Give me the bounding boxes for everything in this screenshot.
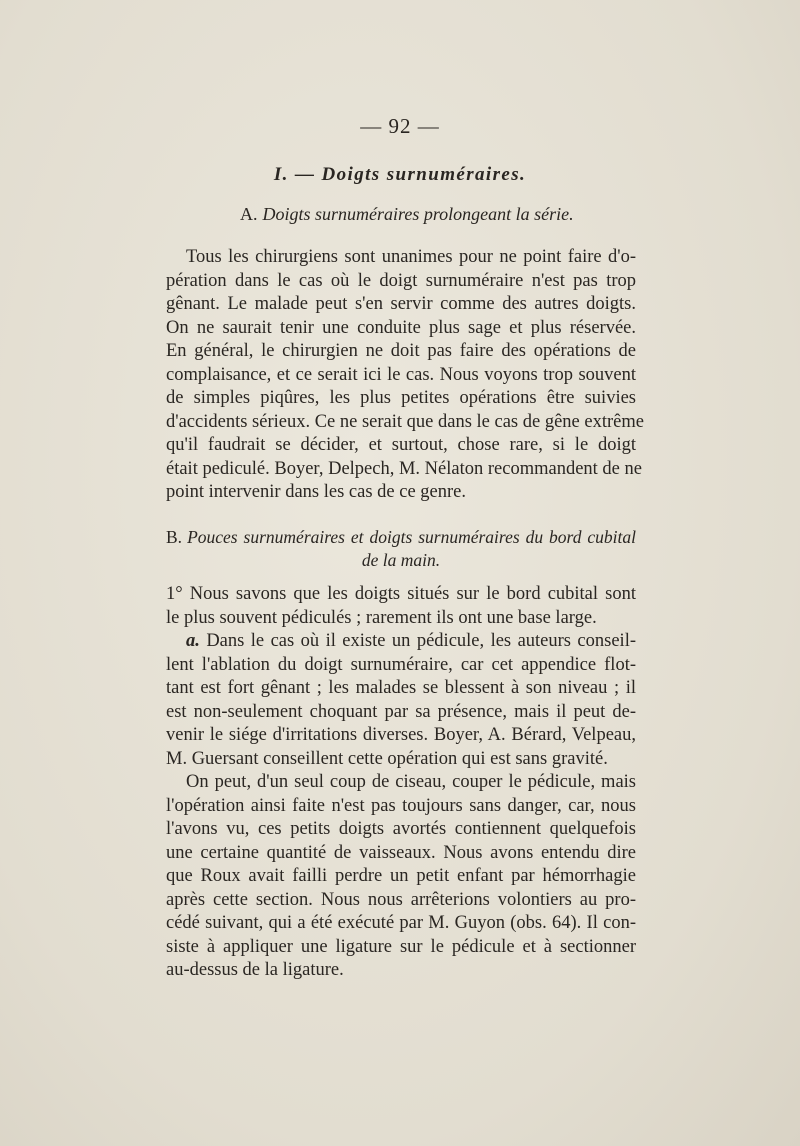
text-line: l'avons vu, ces petits doigts avortés contiennent quelquefois	[166, 819, 636, 839]
subsection-b-title-line-1: Pouces surnuméraires et doigts surnuméraires du bord cubital	[187, 527, 636, 547]
subsection-b-heading	[166, 526, 636, 572]
text-line: M. Guersant conseillent cette opération qui est sans gravité.	[166, 748, 608, 769]
section-title: I. — Doigts surnuméraires.	[273, 164, 527, 185]
paragraph-2	[166, 583, 636, 983]
subsection-b-title-line-2: de la main.	[361, 550, 441, 570]
text-line: une certaine quantité de vaisseaux. Nous avons entendu dire	[166, 842, 636, 863]
text-line: On ne saurait tenir une conduite plus sage et plus réservée.	[166, 317, 636, 338]
text-line: après cette section. Nous nous arrêterions volontiers au pro-	[166, 889, 636, 910]
paragraph-1	[166, 246, 644, 505]
text-line: On peut, d'un seul coup de ciseau, couper le pédicule, mais	[186, 772, 636, 792]
text-line: cédé suivant, qui a été exécuté par M. Guyon (obs. 64). Il con-	[166, 913, 636, 933]
alpha-marker: a.	[186, 631, 200, 651]
subsection-a-title: Doigts surnuméraires prolongeant la série.	[262, 204, 574, 224]
page-number: — 92 —	[360, 114, 440, 138]
text-line: complaisance, et ce serait ici le cas. Nous voyons trop souvent	[166, 364, 636, 385]
text-line: était pediculé. Boyer, Delpech, M. Nélaton recommandent de ne	[166, 458, 642, 479]
text-line: Tous les chirurgiens sont unanimes pour ne point faire d'o-	[186, 247, 636, 267]
text-line: siste à appliquer une ligature sur le pédicule et à sectionner	[166, 936, 636, 957]
text-line: point intervenir dans les cas de ce genre.	[166, 482, 466, 502]
text-line: Dans le cas où il existe un pédicule, les auteurs conseil-	[199, 631, 636, 651]
text-line: qu'il faudrait se décider, et surtout, chose rare, si le doigt	[166, 435, 636, 455]
subsection-a-heading	[240, 204, 574, 225]
subsection-a-letter: A.	[240, 204, 258, 224]
text-line: d'accidents sérieux. Ce ne serait que dans le cas de gêne extrême	[166, 411, 644, 432]
subsection-b-letter: B.	[166, 527, 183, 547]
text-line: l'opération ainsi faite n'est pas toujours sans danger, car, nous	[166, 795, 636, 816]
text-line: est non-seulement choquant par sa présence, mais il peut de-	[166, 701, 636, 722]
text-line: que Roux avait failli perdre un petit enfant par hémorrhagie	[166, 866, 636, 886]
text-line: En général, le chirurgien ne doit pas faire des opérations de	[166, 341, 636, 361]
text-line: le plus souvent pédiculés ; rarement ils ont une base large.	[166, 607, 597, 628]
text-line: gênant. Le malade peut s'en servir comme des autres doigts.	[166, 294, 636, 314]
text-line: au-dessus de la ligature.	[166, 960, 344, 980]
text-line: pération dans le cas où le doigt surnuméraire n'est pas trop	[166, 270, 636, 291]
text-line: venir le siége d'irritations diverses. Boyer, A. Bérard, Velpeau,	[166, 725, 636, 745]
text-line: lent l'ablation du doigt surnuméraire, car cet appendice flot-	[166, 654, 636, 675]
text-line: de simples piqûres, les plus petites opérations être suivies	[166, 388, 636, 408]
text-line: tant est fort gênant ; les malades se blessent à son niveau ; il	[166, 678, 636, 698]
text-line: 1° Nous savons que les doigts situés sur le bord cubital sont	[166, 584, 636, 604]
